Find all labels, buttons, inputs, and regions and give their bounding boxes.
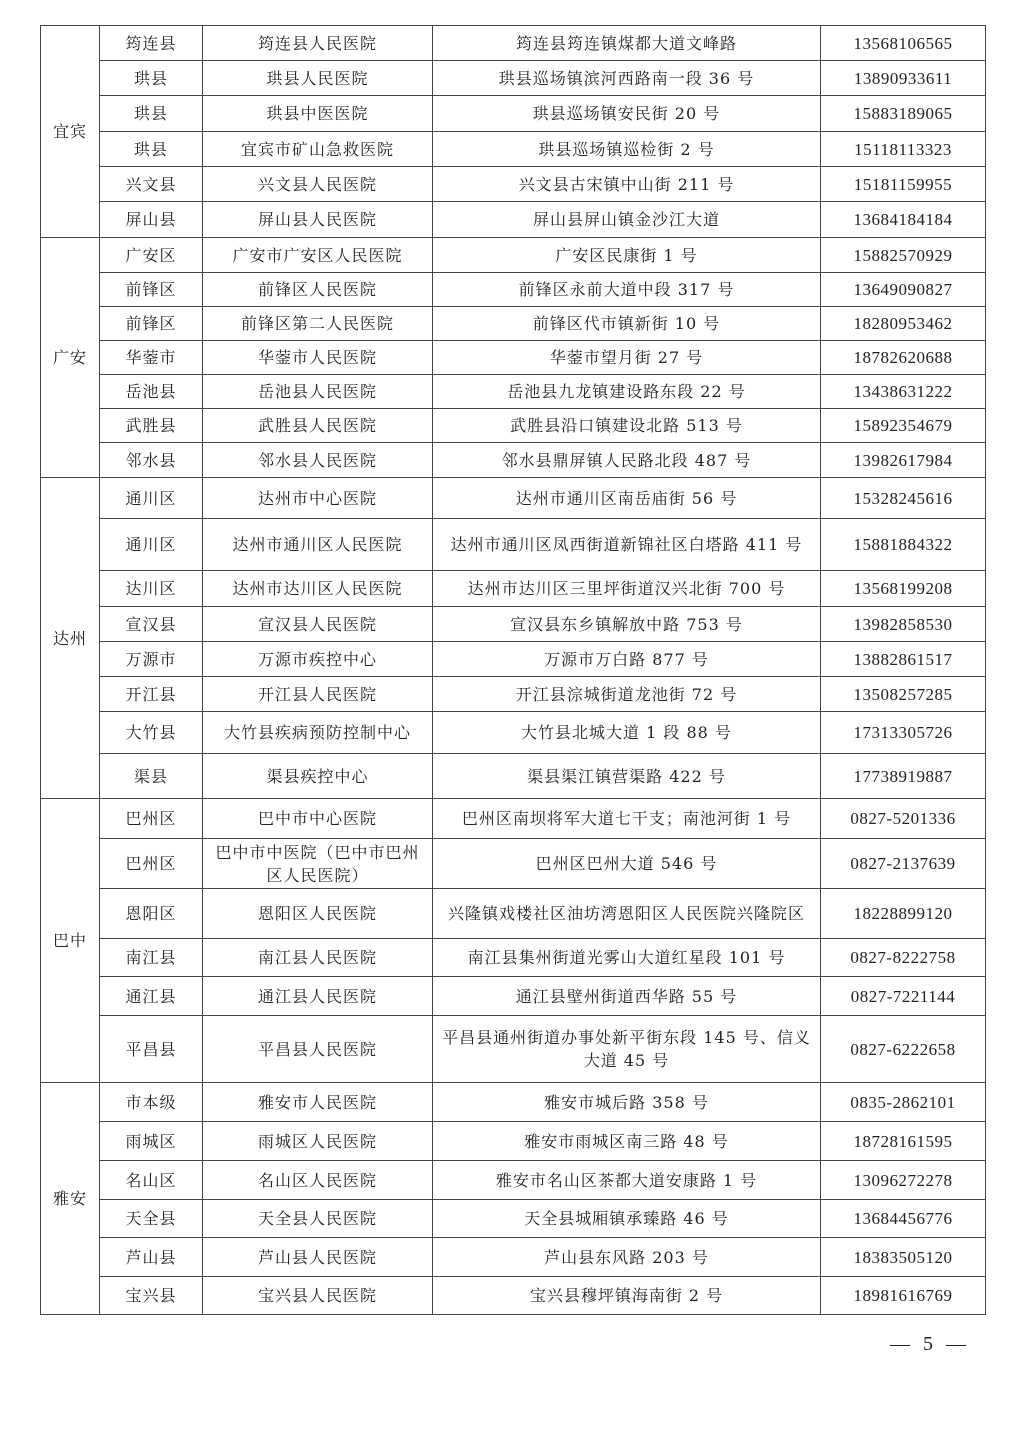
address-cell: 万源市万白路 877 号: [433, 642, 821, 677]
table-row: [41, 202, 986, 238]
table-row: [41, 889, 986, 939]
city-cell: 达州: [41, 478, 100, 799]
institution-cell: 珙县中医医院: [203, 96, 433, 132]
institution-cell: 宣汉县人民医院: [203, 607, 433, 642]
address-cell: 珙县巡场镇安民街 20 号: [433, 96, 821, 132]
county-cell: 万源市: [100, 642, 203, 677]
table-row: [41, 839, 986, 889]
phone-cell: 0827-5201336: [821, 799, 986, 839]
address-cell: 珙县巡场镇滨河西路南一段 36 号: [433, 61, 821, 96]
address-cell: 平昌县通州街道办事处新平街东段 145 号、信义大道 45 号: [433, 1016, 821, 1083]
county-cell: 芦山县: [100, 1238, 203, 1277]
institution-cell: 宝兴县人民医院: [203, 1277, 433, 1315]
institution-cell: 宜宾市矿山急救医院: [203, 132, 433, 167]
address-cell: 筠连县筠连镇煤都大道文峰路: [433, 26, 821, 61]
phone-cell: 13568106565: [821, 26, 986, 61]
county-cell: 宣汉县: [100, 607, 203, 642]
phone-cell: 15882570929: [821, 238, 986, 273]
phone-cell: 0827-6222658: [821, 1016, 986, 1083]
table-row: [41, 1083, 986, 1122]
address-cell: 屏山县屏山镇金沙江大道: [433, 202, 821, 238]
address-cell: 雅安市名山区茶都大道安康路 1 号: [433, 1161, 821, 1200]
table-row: [41, 1016, 986, 1083]
table-row: [41, 409, 986, 443]
table-row: [41, 238, 986, 273]
county-cell: 南江县: [100, 939, 203, 977]
institution-cell: 兴文县人民医院: [203, 167, 433, 202]
institution-cell: 雅安市人民医院: [203, 1083, 433, 1122]
institution-cell: 前锋区人民医院: [203, 273, 433, 307]
address-cell: 南江县集州街道光雾山大道红星段 101 号: [433, 939, 821, 977]
phone-cell: 13568199208: [821, 571, 986, 607]
phone-cell: 0827-8222758: [821, 939, 986, 977]
county-cell: 通江县: [100, 977, 203, 1016]
table-row: [41, 607, 986, 642]
phone-cell: 13684456776: [821, 1200, 986, 1238]
phone-cell: 18228899120: [821, 889, 986, 939]
county-cell: 通川区: [100, 519, 203, 571]
table-row: [41, 939, 986, 977]
institution-cell: 达州市通川区人民医院: [203, 519, 433, 571]
county-cell: 通川区: [100, 478, 203, 519]
address-cell: 大竹县北城大道 1 段 88 号: [433, 712, 821, 754]
phone-cell: 13438631222: [821, 375, 986, 409]
phone-cell: 15181159955: [821, 167, 986, 202]
table-row: [41, 443, 986, 478]
county-cell: 前锋区: [100, 307, 203, 341]
county-cell: 开江县: [100, 677, 203, 712]
table-row: [41, 26, 986, 61]
county-cell: 珙县: [100, 96, 203, 132]
county-cell: 天全县: [100, 1200, 203, 1238]
phone-cell: 17738919887: [821, 754, 986, 799]
phone-cell: 13096272278: [821, 1161, 986, 1200]
table-row: [41, 273, 986, 307]
address-cell: 天全县城厢镇承臻路 46 号: [433, 1200, 821, 1238]
institution-cell: 开江县人民医院: [203, 677, 433, 712]
phone-cell: 18383505120: [821, 1238, 986, 1277]
county-cell: 广安区: [100, 238, 203, 273]
table-row: [41, 307, 986, 341]
phone-cell: 17313305726: [821, 712, 986, 754]
county-cell: 市本级: [100, 1083, 203, 1122]
address-cell: 达州市达川区三里坪街道汉兴北街 700 号: [433, 571, 821, 607]
table-row: [41, 478, 986, 519]
table-row: [41, 977, 986, 1016]
phone-cell: 18981616769: [821, 1277, 986, 1315]
page-number: — 5 —: [890, 1333, 970, 1355]
phone-cell: 0827-7221144: [821, 977, 986, 1016]
phone-cell: 15118113323: [821, 132, 986, 167]
county-cell: 珙县: [100, 61, 203, 96]
phone-cell: 13649090827: [821, 273, 986, 307]
address-cell: 宣汉县东乡镇解放中路 753 号: [433, 607, 821, 642]
institution-cell: 达州市中心医院: [203, 478, 433, 519]
phone-cell: 15883189065: [821, 96, 986, 132]
county-cell: 前锋区: [100, 273, 203, 307]
table-row: [41, 1122, 986, 1161]
phone-cell: 13508257285: [821, 677, 986, 712]
institution-cell: 岳池县人民医院: [203, 375, 433, 409]
institution-cell: 华蓥市人民医院: [203, 341, 433, 375]
address-cell: 雅安市城后路 358 号: [433, 1083, 821, 1122]
address-cell: 珙县巡场镇巡检街 2 号: [433, 132, 821, 167]
county-cell: 岳池县: [100, 375, 203, 409]
address-cell: 前锋区永前大道中段 317 号: [433, 273, 821, 307]
address-cell: 巴州区巴州大道 546 号: [433, 839, 821, 889]
institution-cell: 巴中市中医院（巴中市巴州区人民医院）: [203, 839, 433, 889]
institution-cell: 雨城区人民医院: [203, 1122, 433, 1161]
phone-cell: 18782620688: [821, 341, 986, 375]
phone-cell: 0835-2862101: [821, 1083, 986, 1122]
address-cell: 前锋区代市镇新街 10 号: [433, 307, 821, 341]
table-row: [41, 132, 986, 167]
phone-cell: 15881884322: [821, 519, 986, 571]
county-cell: 平昌县: [100, 1016, 203, 1083]
county-cell: 巴州区: [100, 799, 203, 839]
address-cell: 武胜县沿口镇建设北路 513 号: [433, 409, 821, 443]
institution-cell: 平昌县人民医院: [203, 1016, 433, 1083]
table-row: [41, 1200, 986, 1238]
table-row: [41, 677, 986, 712]
address-cell: 华蓥市望月街 27 号: [433, 341, 821, 375]
institution-cell: 珙县人民医院: [203, 61, 433, 96]
phone-cell: 15892354679: [821, 409, 986, 443]
institution-cell: 名山区人民医院: [203, 1161, 433, 1200]
county-cell: 渠县: [100, 754, 203, 799]
table-row: [41, 799, 986, 839]
address-cell: 达州市通川区凤西街道新锦社区白塔路 411 号: [433, 519, 821, 571]
phone-cell: 18728161595: [821, 1122, 986, 1161]
county-cell: 大竹县: [100, 712, 203, 754]
phone-cell: 13684184184: [821, 202, 986, 238]
institution-cell: 芦山县人民医院: [203, 1238, 433, 1277]
address-cell: 巴州区南坝将军大道七干支；南池河街 1 号: [433, 799, 821, 839]
institution-cell: 天全县人民医院: [203, 1200, 433, 1238]
county-cell: 筠连县: [100, 26, 203, 61]
table-row: [41, 1161, 986, 1200]
address-cell: 岳池县九龙镇建设路东段 22 号: [433, 375, 821, 409]
address-cell: 达州市通川区南岳庙街 56 号: [433, 478, 821, 519]
phone-cell: 13982858530: [821, 607, 986, 642]
county-cell: 珙县: [100, 132, 203, 167]
table-row: [41, 754, 986, 799]
address-cell: 渠县渠江镇营渠路 422 号: [433, 754, 821, 799]
institution-cell: 达州市达川区人民医院: [203, 571, 433, 607]
table-row: [41, 712, 986, 754]
county-cell: 屏山县: [100, 202, 203, 238]
institution-cell: 南江县人民医院: [203, 939, 433, 977]
address-cell: 宝兴县穆坪镇海南街 2 号: [433, 1277, 821, 1315]
county-cell: 兴文县: [100, 167, 203, 202]
city-cell: 巴中: [41, 799, 100, 1083]
table-row: [41, 167, 986, 202]
address-cell: 通江县壁州街道西华路 55 号: [433, 977, 821, 1016]
table-row: [41, 571, 986, 607]
address-cell: 广安区民康街 1 号: [433, 238, 821, 273]
institution-cell: 巴中市中心医院: [203, 799, 433, 839]
county-cell: 武胜县: [100, 409, 203, 443]
institution-cell: 武胜县人民医院: [203, 409, 433, 443]
address-cell: 芦山县东风路 203 号: [433, 1238, 821, 1277]
table-row: [41, 1277, 986, 1315]
county-cell: 名山区: [100, 1161, 203, 1200]
institution-cell: 万源市疾控中心: [203, 642, 433, 677]
address-cell: 兴隆镇戏楼社区油坊湾恩阳区人民医院兴隆院区: [433, 889, 821, 939]
phone-cell: 15328245616: [821, 478, 986, 519]
county-cell: 宝兴县: [100, 1277, 203, 1315]
table-row: [41, 1238, 986, 1277]
city-cell: 宜宾: [41, 26, 100, 238]
city-cell: 广安: [41, 238, 100, 478]
address-cell: 雅安市雨城区南三路 48 号: [433, 1122, 821, 1161]
institution-cell: 通江县人民医院: [203, 977, 433, 1016]
county-cell: 邻水县: [100, 443, 203, 478]
address-cell: 兴文县古宋镇中山街 211 号: [433, 167, 821, 202]
table-row: [41, 375, 986, 409]
institution-cell: 前锋区第二人民医院: [203, 307, 433, 341]
city-cell: 雅安: [41, 1083, 100, 1315]
address-cell: 邻水县鼎屏镇人民路北段 487 号: [433, 443, 821, 478]
institution-cell: 屏山县人民医院: [203, 202, 433, 238]
institution-cell: 邻水县人民医院: [203, 443, 433, 478]
county-cell: 华蓥市: [100, 341, 203, 375]
hospital-table: [40, 25, 986, 1315]
institution-cell: 大竹县疾病预防控制中心: [203, 712, 433, 754]
phone-cell: 13890933611: [821, 61, 986, 96]
address-cell: 开江县淙城街道龙池街 72 号: [433, 677, 821, 712]
table-row: [41, 61, 986, 96]
institution-cell: 渠县疾控中心: [203, 754, 433, 799]
table-row: [41, 341, 986, 375]
institution-cell: 筠连县人民医院: [203, 26, 433, 61]
table-row: [41, 642, 986, 677]
phone-cell: 0827-2137639: [821, 839, 986, 889]
county-cell: 恩阳区: [100, 889, 203, 939]
table-row: [41, 96, 986, 132]
phone-cell: 13882861517: [821, 642, 986, 677]
county-cell: 巴州区: [100, 839, 203, 889]
table-row: [41, 519, 986, 571]
phone-cell: 18280953462: [821, 307, 986, 341]
county-cell: 雨城区: [100, 1122, 203, 1161]
county-cell: 达川区: [100, 571, 203, 607]
institution-cell: 广安市广安区人民医院: [203, 238, 433, 273]
phone-cell: 13982617984: [821, 443, 986, 478]
institution-cell: 恩阳区人民医院: [203, 889, 433, 939]
